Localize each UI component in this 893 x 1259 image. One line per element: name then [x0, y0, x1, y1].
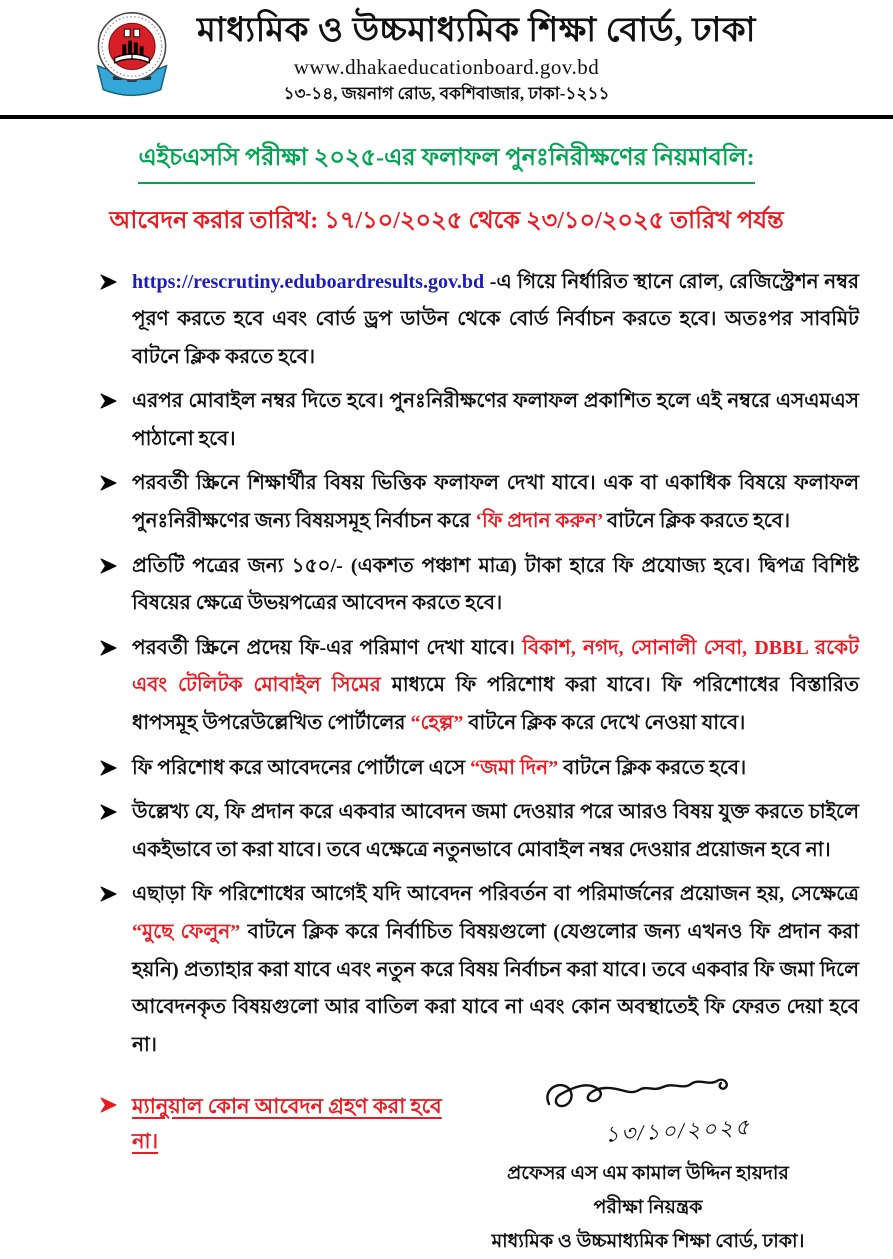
notice-bullet-item [100, 630, 859, 743]
bullet-text: ফি পরিশোধ করে আবেদনের পোর্টালে এসে [132, 757, 470, 779]
notice-bullet-item [100, 264, 859, 377]
bullet-arrow-icon [100, 639, 118, 657]
bullet-arrow-icon [100, 557, 118, 575]
bullet-text: বাটনে ক্লিক করে নির্বাচিত বিষয়গুলো (যেগুলোর জন্য এখনও ফি প্রদান করা হয়নি) প্রত্যাহার করা যাবে এবং নতুন করে বিষয় নির্বাচন করা যাবে। তবে একবার ফি জমা দিলে আবেদনকৃত বিষয়গুলো আর বাতিল করা যাবে না এবং কোন অবস্থাতেই ফি ফেরত দেয়া হবে না। [132, 921, 859, 1056]
bullet-arrow-icon [100, 392, 118, 410]
rescrutiny-portal-link[interactable]: https://rescrutiny.eduboardresults.gov.bd [132, 271, 484, 293]
bullet-text: এছাড়া ফি পরিশোধের আগেই যদি আবেদন পরিবর্তন বা পরিমার্জনের প্রয়োজন হয়, সেক্ষেত্রে [132, 883, 859, 905]
signatory-designation: পরীক্ষা নিয়ন্ত্রক [463, 1193, 833, 1225]
bullet-arrow-icon [100, 1096, 118, 1114]
bullet-arrow-icon [100, 885, 118, 903]
bullet-arrow-icon [100, 759, 118, 777]
highlighted-term: “জমা দিন” [470, 757, 558, 779]
notice-bullet-item [100, 548, 859, 623]
board-address: ১৩-১৪, জয়নাগ রোড, বকশিবাজার, ঢাকা-১২১১ [20, 81, 873, 109]
notice-bullet-item [100, 383, 859, 458]
board-website: www.dhakaeducationboard.gov.bd [20, 55, 873, 80]
notice-title: এইচএসসি পরীক্ষা ২০২৫-এর ফলাফল পুনঃনিরীক্ষণের নিয়মাবলি: [30, 139, 863, 184]
signature-date: ১৩/১০/২০২৫ [522, 1106, 834, 1159]
application-period: আবেদন করার তারিখ: ১৭/১০/২০২৫ থেকে ২৩/১০/২০২৫ তারিখ পর্যন্ত [30, 202, 863, 242]
bullet-text: প্রতিটি পত্রের জন্য ১৫০/- (একশত পঞ্চাশ মাত্র) টাকা হারে ফি প্রযোজ্য হবে। দ্বিপত্র বিশিষ্ট বিষয়ের ক্ষেত্রে উভয়পত্রের আবেদন করতে হবে। [132, 555, 859, 615]
bullet-text: পরবর্তী স্ক্রিনে প্রদেয় ফি-এর পরিমাণ দেখা যাবে। [132, 637, 522, 659]
notice-bullet-list [100, 264, 863, 1065]
manual-application-warning [100, 1090, 463, 1160]
bullet-text: মাধ্যমে ফি পরিশোধ করা যাবে। ফি পরিশোধের বিস্তারিত ধাপসমূহ উপরেউল্লেখিত পোর্টালের [132, 674, 859, 734]
signatory-organization: মাধ্যমিক ও উচ্চমাধ্যমিক শিক্ষা বোর্ড, ঢাকা। [463, 1227, 833, 1259]
bullet-text: -এ গিয়ে নির্ধারিত স্থানে রোল, রেজিস্ট্রেশন নম্বর পূরণ করতে হবে এবং বোর্ড ড্রপ ডাউন থেকে বোর্ড নির্বাচন করতে হবে। অতঃপর সাবমিট বাটনে ক্লিক করতে হবে। [132, 271, 859, 368]
highlighted-term: ‘ফি প্রদান করুন’ [475, 510, 602, 532]
bullet-text: উল্লেখ্য যে, ফি প্রদান করে একবার আবেদন জমা দেওয়ার পরে আরও বিষয় যুক্ত করতে চাইলে একইভাবে তা করা যাবে। তবে এক্ষেত্রে নতুনভাবে মোবাইল নম্বর দেওয়ার প্রয়োজন হবে না। [132, 801, 859, 861]
bullet-text: বাটনে ক্লিক করতে হবে। [603, 510, 790, 532]
warning-text: ম্যানুয়াল কোন আবেদন গ্রহণ করা হবে না। [132, 1094, 442, 1153]
bullet-arrow-icon [100, 273, 118, 291]
notice-bullet-item [100, 876, 859, 1064]
bullet-text: এরপর মোবাইল নম্বর দিতে হবে। পুনঃনিরীক্ষণের ফলাফল প্রকাশিত হলে এই নম্বরে এসএমএস পাঠানো হবে। [132, 390, 859, 450]
signatory-name: প্রফেসর এস এম কামাল উদ্দিন হায়দার [463, 1159, 833, 1191]
footer-row [100, 1074, 833, 1259]
highlighted-term: “হেল্প” [410, 712, 463, 734]
highlighted-term: বিকাশ, নগদ, সোনালী সেবা, DBBL রকেট এবং টেলিটক মোবাইল সিমের [132, 637, 859, 697]
board-name: মাধ্যমিক ও উচ্চমাধ্যমিক শিক্ষা বোর্ড, ঢাকা [20, 10, 873, 53]
letterhead [0, 0, 893, 119]
signature-block [463, 1074, 833, 1259]
notice-bullet-item [100, 750, 859, 788]
highlighted-term: “মুছে ফেলুন” [132, 921, 240, 943]
bullet-text: পরবর্তী স্ক্রিনে শিক্ষার্থীর বিষয় ভিত্তিক ফলাফল দেখা যাবে। এক বা একাধিক বিষয়ে ফলাফল পুনঃনিরীক্ষণের জন্য বিষয়সমূহ নির্বাচন করে [132, 472, 859, 532]
notice-bullet-item [100, 794, 859, 869]
bullet-arrow-icon [100, 474, 118, 492]
bullet-text: বাটনে ক্লিক করে দেখে নেওয়া যাবে। [463, 712, 745, 734]
bullet-text: বাটনে ক্লিক করতে হবে। [558, 757, 746, 779]
board-logo-icon [84, 8, 180, 104]
bullet-arrow-icon [100, 803, 118, 821]
notice-bullet-item [100, 465, 859, 540]
notice-body [0, 139, 893, 1259]
